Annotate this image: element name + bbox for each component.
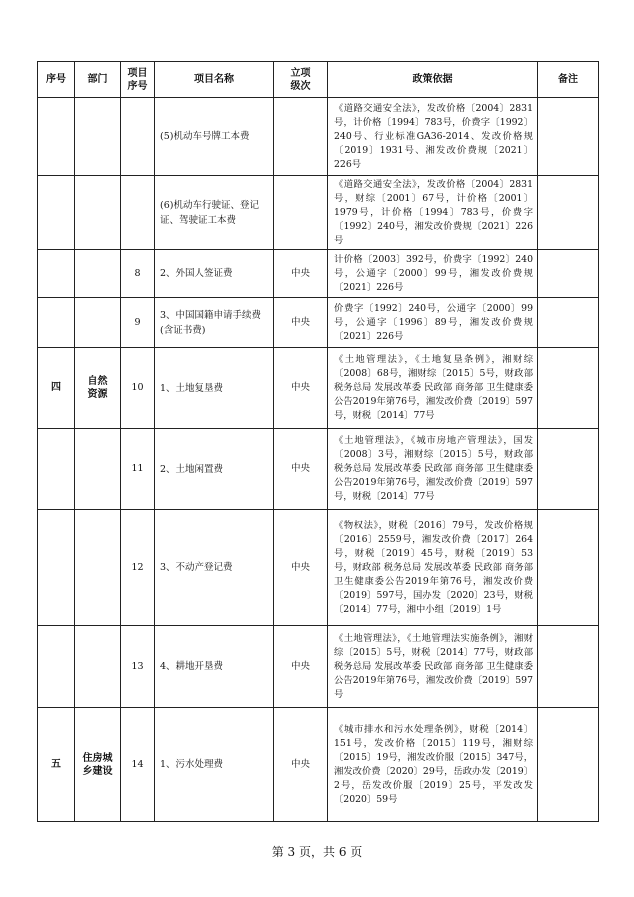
row-note [538,250,599,298]
row-note [538,348,599,429]
table-header-row [38,62,599,98]
row-seq [38,626,75,708]
row-basis: 《城市排水和污水处理条例》，财税〔2014〕151号，发改价格〔2015〕119号，湘财综〔2015〕19号，湘发改价服〔2015〕347号，湘发改价费〔2020〕29号，岳政办发〔2019〕2号，岳发改价服〔2019〕25号，平发改发〔2020〕59号 [328,708,538,822]
row-basis: 《土地管理法》，《土地复垦条例》，湘财综〔2008〕68号，湘财综〔2015〕5号，财政部 税务总局 发展改革委 民政部 商务部 卫生健康委公告2019年第76号，湘发改价费〔2019〕597号，财税〔2014〕77号 [328,348,538,429]
row-item-name: 4、耕地开垦费 [155,626,274,708]
table-row [38,510,599,626]
header-seq: 序号 [38,62,75,98]
row-dept [75,429,121,510]
row-basis: 《土地管理法》，《土地管理法实施条例》，湘财综〔2015〕5号，财税〔2014〕77号，财政部 税务总局 发展改革委 民政部 商务部 卫生健康委公告2019年第76号，湘发改价费〔2019〕597号 [328,626,538,708]
header-dept: 部门 [75,62,121,98]
page-number-footer: 第 3 页，共 6 页 [271,845,363,859]
row-item-no: 8 [121,250,155,298]
header-level: 立项级次 [274,62,328,98]
row-level: 中央 [274,510,328,626]
row-level: 中央 [274,250,328,298]
table-row [38,708,599,822]
table-row [38,626,599,708]
header-basis: 政策依据 [328,62,538,98]
row-level: 中央 [274,708,328,822]
table-row [38,176,599,250]
row-seq [38,429,75,510]
row-item-no: 11 [121,429,155,510]
row-note [538,708,599,822]
row-dept [75,626,121,708]
header-item-no: 项目序号 [121,62,155,98]
row-basis: 《物权法》，财税〔2016〕79号，发改价格规〔2016〕2559号，湘发改价费〔2017〕264号，财税〔2019〕45号，财税〔2019〕53号，财政部 税务总局 发展改革委 民政部 商务部 卫生健康委公告2019年第76号，湘发改价费〔2019〕597号，国办发〔2020〕23号，财税〔2014〕77号，湘中小组〔2019〕1号 [328,510,538,626]
row-note [538,298,599,348]
row-item-name: (5)机动车号牌工本费 [155,98,274,176]
row-dept [75,298,121,348]
row-item-no: 9 [121,298,155,348]
row-basis: 价费字〔1992〕240号，公通字〔2000〕99号，公通字〔1996〕89号，湘发改价费规〔2021〕226号 [328,298,538,348]
table-row [38,250,599,298]
row-seq [38,250,75,298]
row-dept [75,250,121,298]
row-item-no: 12 [121,510,155,626]
row-seq: 五 [38,708,75,822]
fee-item-table [37,61,599,822]
row-item-name: 3、不动产登记费 [155,510,274,626]
row-item-no [121,176,155,250]
row-seq [38,98,75,176]
row-item-name: (6)机动车行驶证、登记证、驾驶证工本费 [155,176,274,250]
row-level [274,176,328,250]
row-note [538,176,599,250]
row-item-name: 3、中国国籍申请手续费(含证书费) [155,298,274,348]
row-item-no [121,98,155,176]
table-row [38,98,599,176]
row-level: 中央 [274,348,328,429]
row-dept [75,510,121,626]
header-item-name: 项目名称 [155,62,274,98]
row-seq [38,298,75,348]
row-basis: 《土地管理法》，《城市房地产管理法》，国发〔2008〕3号，湘财综〔2015〕5号，财政部 税务总局 发展改革委 民政部 商务部 卫生健康委公告2019年第76号，湘发改价费〔2019〕597号，财税〔2014〕77号 [328,429,538,510]
row-dept [75,176,121,250]
row-dept: 住房城乡建设 [75,708,121,822]
row-note [538,626,599,708]
row-item-name: 1、污水处理费 [155,708,274,822]
row-seq: 四 [38,348,75,429]
row-level [274,98,328,176]
row-item-no: 10 [121,348,155,429]
header-note: 备注 [538,62,599,98]
row-item-no: 14 [121,708,155,822]
row-dept: 自然资源 [75,348,121,429]
row-item-name: 2、外国人签证费 [155,250,274,298]
row-basis: 《道路交通安全法》，发改价格〔2004〕2831号，计价格〔1994〕783号，价费字〔1992〕240号、行业标准GA36-2014、发改价格规〔2019〕1931号、湘发改价费规〔2021〕226号 [328,98,538,176]
table-row [38,348,599,429]
row-seq [38,510,75,626]
row-level: 中央 [274,626,328,708]
table-row [38,429,599,510]
row-note [538,510,599,626]
row-seq [38,176,75,250]
row-basis: 计价格〔2003〕392号，价费字〔1992〕240号，公通字〔2000〕99号，湘发改价费规〔2021〕226号 [328,250,538,298]
row-level: 中央 [274,429,328,510]
row-item-no: 13 [121,626,155,708]
row-basis: 《道路交通安全法》，发改价格〔2004〕2831号，财综〔2001〕67号，计价格〔2001〕1979号，计价格〔1994〕783号，价费字〔1992〕240号，湘发改价费规〔2021〕226号 [328,176,538,250]
row-item-name: 1、土地复垦费 [155,348,274,429]
row-note [538,98,599,176]
row-note [538,429,599,510]
table-row [38,298,599,348]
row-level: 中央 [274,298,328,348]
row-dept [75,98,121,176]
row-item-name: 2、土地闲置费 [155,429,274,510]
